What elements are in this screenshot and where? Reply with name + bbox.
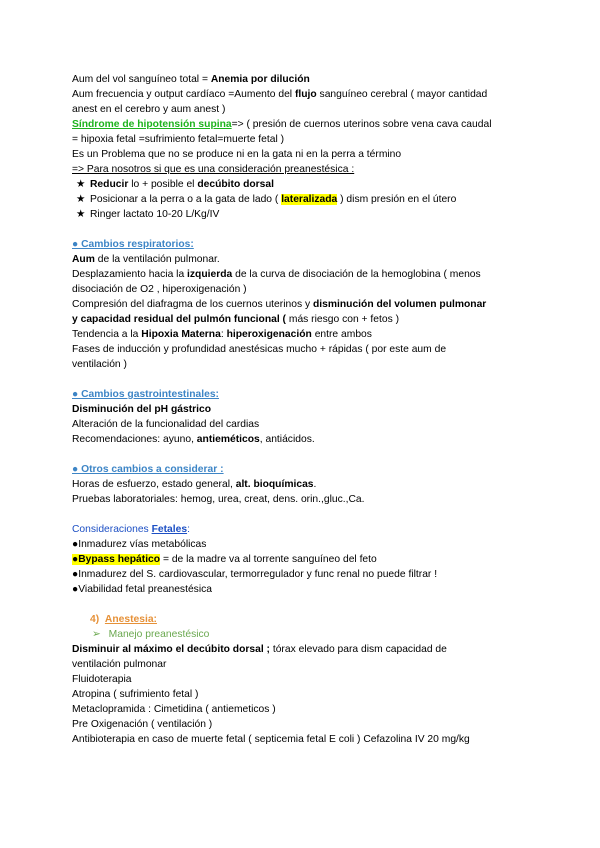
- arrow-bullet-icon: ➢: [92, 629, 101, 640]
- anest-line-7: Antibioterapia en caso de muerte fetal ( septicemia fetal E coli ) Cefazolina IV 20 mg/kg: [72, 734, 470, 745]
- anest-line-4: Atropina ( sufrimiento fetal ): [72, 689, 199, 700]
- star-item-reducir: ★ Reducir lo + posible el decúbito dorsal: [76, 179, 274, 190]
- line-problema: Es un Problema que no se produce ni en la gata ni en la perra a término: [72, 149, 402, 160]
- anest-line-5: Metaclopramida : Cimetidina ( antiemeticos ): [72, 704, 276, 715]
- star-item-ringer: ★ Ringer lactato 10-20 L/Kg/IV: [76, 209, 220, 220]
- resp-line-1: Aum de la ventilación pulmonar.: [72, 254, 220, 265]
- resp-line-3: disociación de O2 , hiperoxigenación ): [72, 284, 247, 295]
- resp-line-7: Fases de inducción y profundidad anestésicas mucho + rápidas ( por este aum de: [72, 344, 447, 355]
- resp-line-6: Tendencia a la Hipoxia Materna: hiperoxigenación entre ambos: [72, 329, 372, 340]
- anest-line-6: Pre Oxigenación ( ventilación ): [72, 719, 213, 730]
- fetal-line-2: ●Bypass hepático = de la madre va al torrente sanguíneo del feto: [72, 554, 377, 565]
- star-icon: ★: [76, 179, 86, 190]
- line-hipoxia-fetal: = hipoxia fetal =sufrimiento fetal=muerte fetal ): [72, 134, 285, 145]
- document-page: [72, 72, 532, 747]
- anest-line-2: ventilación pulmonar: [72, 659, 167, 670]
- otros-line-2: Pruebas laboratoriales: hemog, urea, creat, dens. orin.,gluc.,Ca.: [72, 494, 365, 505]
- sindrome-hipotension-link: Síndrome de hipotensión supina: [72, 119, 232, 130]
- line-consideracion: => Para nosotros si que es una consideración preanestésica :: [72, 164, 355, 175]
- section-consideraciones-fetales: Consideraciones Fetales:: [72, 524, 190, 535]
- gastro-line-3: Recomendaciones: ayuno, antieméticos, antiácidos.: [72, 434, 315, 445]
- star-icon: ★: [76, 194, 86, 205]
- line-anest-cerebro: anest en el cerebro y aum anest ): [72, 104, 226, 115]
- line-sindrome: Síndrome de hipotensión supina=> ( presión de cuernos uterinos sobre vena cava caudal: [72, 119, 492, 130]
- line-anemia: Aum del vol sanguíneo total = Anemia por dilución: [72, 74, 310, 85]
- gastro-line-2: Alteración de la funcionalidad del cardias: [72, 419, 260, 430]
- section-cambios-gastrointestinales: ● Cambios gastrointestinales:: [72, 389, 219, 400]
- gastro-line-1: Disminución del pH gástrico: [72, 404, 212, 415]
- anest-line-1: Disminuir al máximo el decúbito dorsal ; tórax elevado para dism capacidad de: [72, 644, 447, 655]
- subsection-manejo-preanestesico: ➢ Manejo preanestésico: [92, 629, 210, 640]
- section-anestesia: 4) Anestesia:: [90, 614, 157, 625]
- anest-line-3: Fluidoterapia: [72, 674, 132, 685]
- star-item-posicionar: ★ Posicionar a la perra o a la gata de lado ( lateralizada ) dism presión en el útero: [76, 194, 457, 205]
- fetal-line-1: ●Inmadurez vías metabólicas: [72, 539, 207, 550]
- section-otros-cambios: ● Otros cambios a considerar :: [72, 464, 224, 475]
- resp-line-2: Desplazamiento hacia la izquierda de la curva de disociación de la hemoglobina ( menos: [72, 269, 481, 280]
- star-icon: ★: [76, 209, 86, 220]
- otros-line-1: Horas de esfuerzo, estado general, alt. bioquímicas.: [72, 479, 317, 490]
- resp-line-4: Compresión del diafragma de los cuernos uterinos y disminución del volumen pulmonar: [72, 299, 487, 310]
- resp-line-8: ventilación ): [72, 359, 127, 370]
- resp-line-5: y capacidad residual del pulmón funcional ( más riesgo con + fetos ): [72, 314, 400, 325]
- fetal-line-4: ●Viabilidad fetal preanestésica: [72, 584, 212, 595]
- line-flujo: Aum frecuencia y output cardíaco =Aumento del flujo sanguíneo cerebral ( mayor cantidad: [72, 89, 488, 100]
- fetal-line-3: ●Inmadurez del S. cardiovascular, termorregulador y func renal no puede filtrar !: [72, 569, 438, 580]
- section-cambios-respiratorios: ● Cambios respiratorios:: [72, 239, 194, 250]
